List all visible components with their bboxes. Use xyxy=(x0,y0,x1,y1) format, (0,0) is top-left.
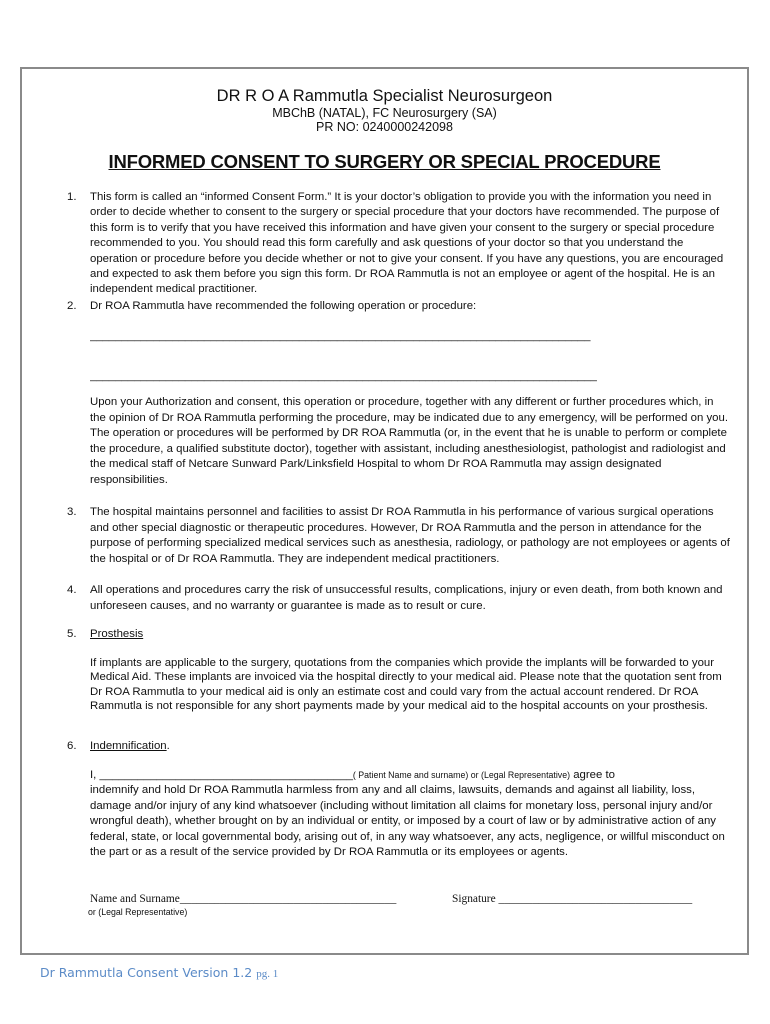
authorization-text: Upon your Authorization and consent, this operation or procedure, together with any different or further procedures which, in the opinion of Dr ROA Rammutla performing the procedure, may be indicated due to any emergency, will be performed on you. The operation or procedures will be performed by DR ROA Rammutla (or, in the event that he is unable to perform or complete the procedure, a qualified substitute doctor), together with assistant, including anesthesiologist, pathologist and radiologist and the medical staff of Netcare Sunward Park/Linksfield Hospital to whom Dr ROA Rammutla may assign designated responsibilities. xyxy=(90,396,728,486)
agree-to: agree to xyxy=(573,769,616,781)
qualifications: MBChB (NATAL), FC Neurosurgery (SA) xyxy=(272,106,497,120)
doctor-details xyxy=(20,106,749,134)
section-3-text: The hospital maintains personnel and facilities to assist Dr ROA Rammutla in his performance of various surgical operations and other special diagnostic or therapeutic procedures. However, Dr ROA Rammutla and the person in attendance for the purpose of performing specialized medical services such as anesthesia, radiology, or pathology are not employees or agents of the hospital or of Dr ROA Rammutla. They are independent medical practitioners. xyxy=(90,506,730,565)
section-5-number: 5. xyxy=(67,628,77,640)
indemnification-heading: Indemnification xyxy=(90,740,167,752)
page-title: INFORMED CONSENT TO SURGERY OR SPECIAL PROCEDURE xyxy=(108,151,661,172)
section-2-number: 2. xyxy=(67,300,77,312)
footer-version: Dr Rammutla Consent Version 1.2 xyxy=(40,965,253,980)
patient-name-blank[interactable]: ________________________________________ xyxy=(99,769,353,781)
indemnity-name-row xyxy=(90,768,730,783)
name-surname-field xyxy=(90,893,396,905)
procedure-line-2[interactable]: ________________________________________________________________________________ xyxy=(90,370,597,382)
section-6-number: 6. xyxy=(67,740,77,752)
legal-representative-note: or (Legal Representative) xyxy=(88,907,188,917)
practice-number: PR NO: 0240000242098 xyxy=(316,120,453,134)
signature-field xyxy=(452,893,692,905)
section-2-text: Dr ROA Rammutla have recommended the following operation or procedure: xyxy=(90,300,477,312)
signature-label: Signature xyxy=(452,893,496,905)
doctor-name: DR R O A Rammutla Specialist Neurosurgeon xyxy=(216,87,553,105)
prosthesis-heading: Prosthesis xyxy=(90,628,144,640)
section-5-text: If implants are applicable to the surgery, quotations from the companies which provide the implants will be forwarded to your Medical Aid. These implants are invoiced via the hospital directly to your medical aid. Please note that the quotation sent from Dr ROA Rammutla to your medical aid is only an estimate cost and could vary from the actual account rendered. Dr ROA Rammutla is not responsible for any short payments made by your medical aid to the hospital accounts on your prosthesis. xyxy=(90,657,722,713)
section-6-heading: Indemnification. xyxy=(90,740,170,752)
name-surname-label: Name and Surname xyxy=(90,893,180,905)
section-1-number: 1. xyxy=(67,191,77,203)
footer xyxy=(40,965,278,980)
section-4-text: All operations and procedures carry the risk of unsuccessful results, complications, injury or even death, from both known and unforeseen causes, and no warranty or guarantee is made as to result or cure. xyxy=(90,584,723,612)
section-5-heading xyxy=(90,627,730,642)
section-1-text: This form is called an “informed Consent Form.” It is your doctor’s obligation to provide you with the information you need in order to decide whether to consent to the surgery or special procedure that your doctors have recommended. The purpose of this form is to verify that you have received this information and have given your consent to the surgery or special procedure recommended to you. You should read this form carefully and ask questions of your doctor so that you understand the operation or procedure before you decide whether or not to give your consent. If you have any questions, you are encouraged and expected to ask them before you sign this form. Dr ROA Rammutla is not an employee or agent of the hospital. He is an independent medical practitioner. xyxy=(90,191,724,296)
patient-name-hint: ( Patient Name and surname) or (Legal Representative) xyxy=(352,770,571,780)
page-number: pg. 1 xyxy=(256,968,279,980)
section-4-number: 4. xyxy=(67,584,77,596)
signature-line[interactable]: __________________________________ xyxy=(498,893,693,905)
section-3-number: 3. xyxy=(67,506,77,518)
name-surname-line[interactable]: ______________________________________ xyxy=(179,893,397,905)
i-prefix: I, xyxy=(90,769,97,781)
section-6-text: indemnify and hold Dr ROA Rammutla harmless from any and all claims, lawsuits, demands and against all liability, loss, damage and/or injury of any kind whatsoever (including without limitation all claims for monetary loss, personal injury and/or wrongful death), whether brought on by an individual or entity, or imposed by a court of law or by administrative action of any federal, state, or local governmental body, arising out of, in any way whatsoever, any acts, negligence, or willful misconduct on the part or as a result of the service provided by Dr ROA Rammutla or its employees or agents. xyxy=(90,784,725,859)
procedure-line-1[interactable]: _______________________________________________________________________________ xyxy=(90,330,591,342)
